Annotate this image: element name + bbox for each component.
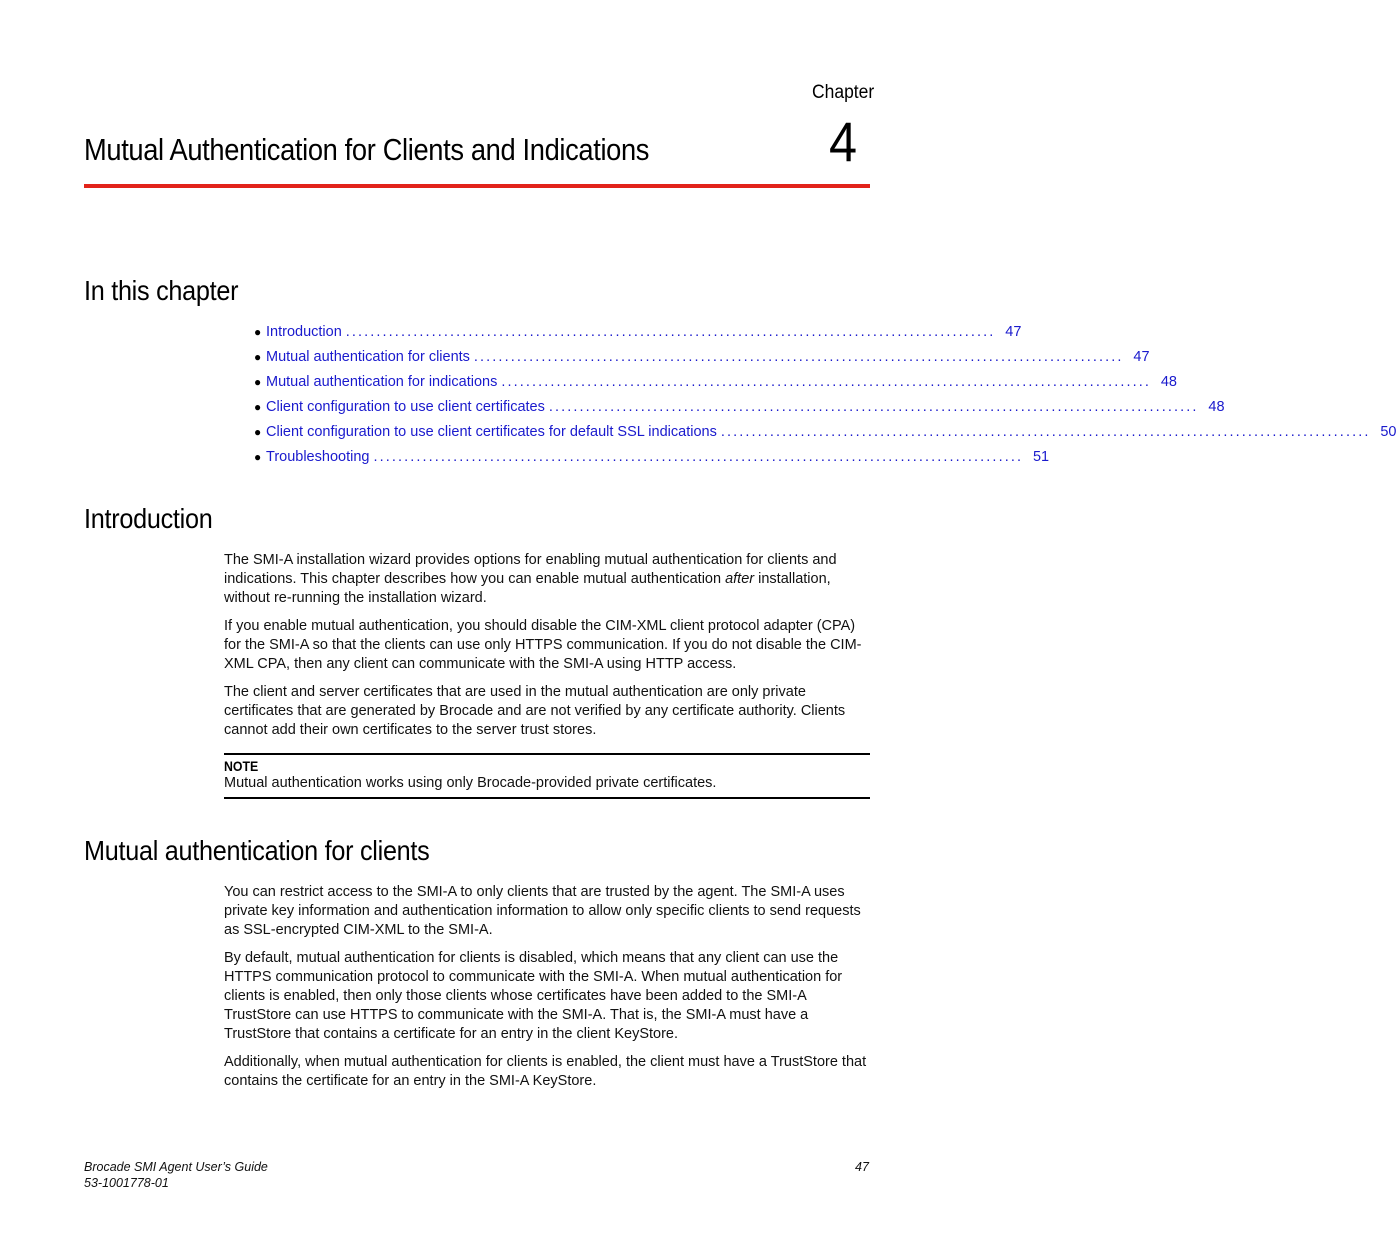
footer-guide-title: Brocade SMI Agent User’s Guide xyxy=(84,1160,268,1174)
chapter-title-rule xyxy=(84,184,870,188)
toc-item[interactable] xyxy=(254,421,1396,446)
bullet-icon: ● xyxy=(254,375,262,389)
introduction-heading: Introduction xyxy=(84,503,213,534)
chapter-toc xyxy=(254,321,1396,471)
toc-page-number[interactable]: 50 xyxy=(1380,424,1396,440)
bullet-icon: ● xyxy=(254,350,262,364)
paragraph: The SMI-A installation wizard provides options for enabling mutual authentication for clients and indications. This chapter describes how you can enable mutual authentication after installation, without re-running the installation wizard. xyxy=(224,552,837,606)
paragraph: If you enable mutual authentication, you should disable the CIM-XML client protocol adapter (CPA) for the SMI-A so that the clients can use only HTTPS communication. If you do not disable the CIM-XML CPA, then any client can communicate with the SMI-A using HTTP access. xyxy=(224,618,862,672)
bullet-icon: ● xyxy=(254,325,262,339)
paragraph: Additionally, when mutual authentication for clients is enabled, the client must have a TrustStore that contains the certificate for an entry in the SMI-A KeyStore. xyxy=(224,1054,867,1089)
toc-page-number[interactable]: 48 xyxy=(1160,374,1177,390)
paragraph: You can restrict access to the SMI-A to only clients that are trusted by the agent. The SMI-A uses private key information and authentication information to allow only specific clients to send requests as SSL-encrypted CIM-XML to the SMI-A. xyxy=(224,884,861,938)
toc-item[interactable] xyxy=(254,321,1022,346)
toc-item[interactable] xyxy=(254,346,1150,371)
toc-leader: .......................................................................................................... xyxy=(473,349,1124,365)
paragraph: The client and server certificates that are used in the mutual authentication are only private certificates that are generated by Brocade and are not verified by any certificate authority. Clients cannot add their own certificates to the server trust stores. xyxy=(224,684,846,738)
note-box xyxy=(224,753,870,799)
toc-page-number[interactable]: 47 xyxy=(1133,349,1150,365)
emphasis: after xyxy=(725,571,755,587)
footer-doc-number: 53-1001778-01 xyxy=(84,1176,169,1190)
toc-leader: .......................................................................................................... xyxy=(548,399,1199,415)
introduction-body xyxy=(224,551,870,749)
mutual-auth-clients-heading: Mutual authentication for clients xyxy=(84,835,430,866)
paragraph: By default, mutual authentication for clients is disabled, which means that any client can use the HTTPS communication protocol to communicate with the SMI-A. When mutual authentication for clients is enabled, then only those clients whose certificates have been added to the SMI-A TrustStore can use HTTPS to communicate with the SMI-A. That is, the SMI-A must have a TrustStore that contains a certificate for an entry in the client KeyStore. xyxy=(224,950,843,1042)
bullet-icon: ● xyxy=(254,400,262,414)
toc-page-number[interactable]: 51 xyxy=(1032,449,1050,465)
bullet-icon: ● xyxy=(254,425,262,439)
note-text: Mutual authentication works using only Brocade-provided private certificates. xyxy=(224,775,717,791)
chapter-title: Mutual Authentication for Clients and Indications xyxy=(84,132,650,167)
toc-link[interactable]: Mutual authentication for clients xyxy=(266,349,470,365)
toc-item[interactable] xyxy=(254,446,1050,471)
toc-page-number[interactable]: 48 xyxy=(1208,399,1225,415)
toc-item[interactable] xyxy=(254,371,1177,396)
toc-page-number[interactable]: 47 xyxy=(1005,324,1022,340)
toc-link[interactable]: Mutual authentication for indications xyxy=(266,374,498,390)
toc-link[interactable]: Introduction xyxy=(266,324,342,340)
mutual-auth-clients-body xyxy=(224,883,870,1100)
in-this-chapter-heading: In this chapter xyxy=(84,275,239,306)
toc-leader: .......................................................................................................... xyxy=(501,374,1151,390)
note-label: NOTE xyxy=(224,758,259,774)
toc-link[interactable]: Client configuration to use client certificates for default SSL indications xyxy=(266,424,717,440)
chapter-label: Chapter xyxy=(812,82,875,103)
bullet-icon: ● xyxy=(254,450,262,464)
toc-link[interactable]: Client configuration to use client certificates xyxy=(266,399,545,415)
chapter-number: 4 xyxy=(829,110,858,173)
toc-leader: .......................................................................................................... xyxy=(373,449,1024,465)
toc-link[interactable]: Troubleshooting xyxy=(266,449,370,465)
toc-leader: .......................................................................................................... xyxy=(345,324,996,340)
toc-leader: .......................................................................................................... xyxy=(720,424,1371,440)
toc-item[interactable] xyxy=(254,396,1225,421)
footer-page-number: 47 xyxy=(855,1160,869,1174)
